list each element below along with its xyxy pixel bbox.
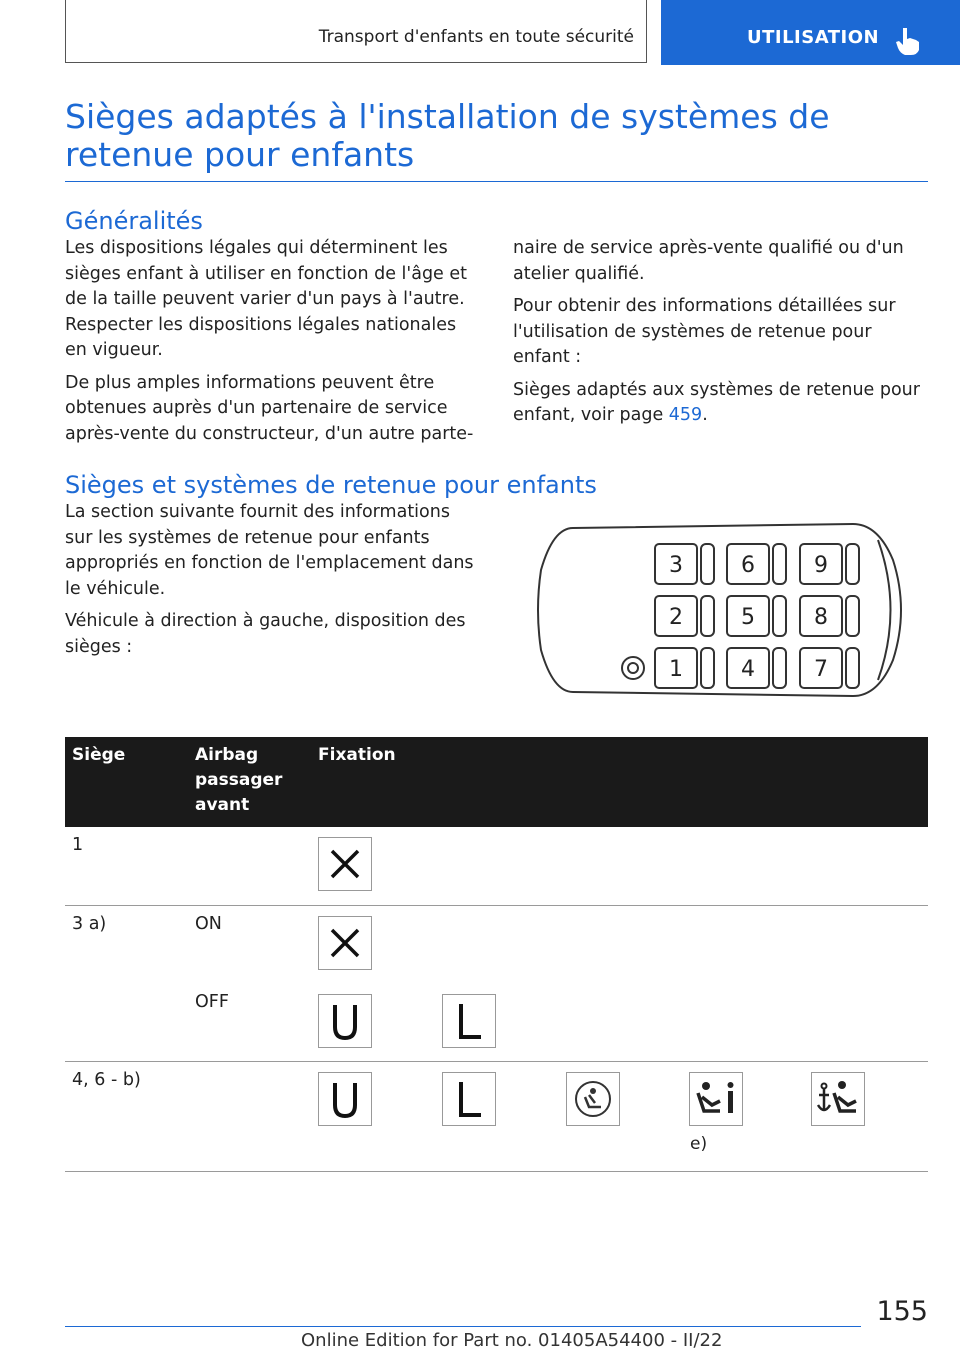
child-seat-icon (566, 1072, 620, 1126)
header-section-title: Transport d'enfants en toute sécurité (318, 27, 634, 47)
seat-backrest-8 (846, 596, 859, 636)
seat-backrest-6 (773, 544, 786, 584)
systems-paragraph-1: La section suivante fournit des informations sur les systèmes de retenue pour enfants appropriés en fonction de l'emplacement dans le véhicule. (65, 502, 474, 599)
general-paragraph-5 (513, 378, 925, 429)
general-paragraph-4: Pour obtenir des informations détaillées sur l'utilisation de systèmes de retenue pour enfant : (513, 296, 896, 367)
isofix-i-icon (689, 1072, 743, 1126)
l-icon (442, 994, 496, 1048)
seat-number-4: 4 (741, 657, 755, 682)
child-seat-table (65, 737, 928, 1172)
seat-backrest-3 (701, 544, 714, 584)
page-title: Sièges adaptés à l'installation de systèmes de retenue pour enfants (65, 97, 830, 174)
seat-number-6: 6 (741, 553, 755, 578)
table-header (65, 737, 928, 827)
general-paragraph-1: Les dispositions légales qui déterminent les sièges enfant à utiliser en fonction de l'âge et de la taille peuvent varier d'un pays à l'autre. Respecter les dispositions légales nationales en vigueur. (65, 238, 468, 360)
footer-edition: Online Edition for Part no. 01405A54400 - II/22 (301, 1330, 723, 1351)
seat-number-9: 9 (814, 553, 828, 578)
row-seat-cell: 4, 6 - b) (72, 1070, 141, 1090)
general-paragraph-3: naire de service après-vente qualifié ou d'un atelier qualifié. (513, 238, 904, 284)
row-airbag-cell: ON (195, 914, 222, 934)
row-footnote: e) (690, 1134, 708, 1154)
seat-number-8: 8 (814, 605, 828, 630)
u-icon (318, 994, 372, 1048)
general-reference-end: . (702, 405, 708, 425)
table-row (65, 1062, 928, 1172)
seat-backrest-4 (773, 648, 786, 688)
pointing-hand-icon (894, 26, 922, 56)
seat-number-3: 3 (669, 553, 683, 578)
x-icon (318, 837, 372, 891)
seat-number-7: 7 (814, 657, 828, 682)
systems-paragraph-2: Véhicule à direction à gauche, disposition des sièges : (65, 611, 466, 657)
general-heading: Généralités (65, 207, 203, 235)
header-chapter-box (661, 0, 960, 65)
l-icon (442, 1072, 496, 1126)
seat-grid (655, 544, 859, 688)
seat-number-2: 2 (669, 605, 683, 630)
header-airbag: Airbag passager avant (195, 745, 283, 815)
general-paragraph-2: De plus amples informations peuvent être obtenues auprès d'un partenaire de service après-vente du constructeur, d'un autre parte- (65, 372, 474, 444)
row-seat-cell: 3 a) (72, 914, 107, 934)
seat-backrest-1 (701, 648, 714, 688)
general-reference-text: Sièges adaptés aux systèmes de retenue pour enfant, voir page (513, 379, 920, 425)
general-column-right (513, 236, 925, 436)
u-icon (318, 1072, 372, 1126)
row-airbag-cell: OFF (195, 992, 229, 1012)
systems-heading: Sièges et systèmes de retenue pour enfants (65, 471, 597, 499)
general-column-left (65, 236, 477, 454)
seat-backrest-2 (701, 596, 714, 636)
header-chapter-title: UTILISATION (747, 27, 880, 48)
header-section-box (65, 0, 647, 63)
seat-number-5: 5 (741, 605, 755, 630)
page-reference-link[interactable]: 459 (668, 405, 703, 425)
seat-number-1: 1 (669, 657, 683, 682)
seat-backrest-5 (773, 596, 786, 636)
title-divider (65, 181, 928, 182)
seat-backrest-7 (846, 648, 859, 688)
table-row (65, 984, 928, 1062)
page-number: 155 (876, 1296, 928, 1327)
systems-text (65, 500, 477, 667)
footer-divider (65, 1326, 861, 1327)
seat-backrest-9 (846, 544, 859, 584)
table-row (65, 827, 928, 906)
header-fixation: Fixation (318, 745, 396, 765)
anchor-seat-icon (811, 1072, 865, 1126)
seat-layout-diagram (533, 520, 911, 700)
x-icon (318, 916, 372, 970)
row-seat-cell: 1 (72, 835, 84, 855)
table-body (65, 827, 928, 1172)
header-seat: Siège (72, 745, 126, 765)
table-row (65, 906, 928, 984)
